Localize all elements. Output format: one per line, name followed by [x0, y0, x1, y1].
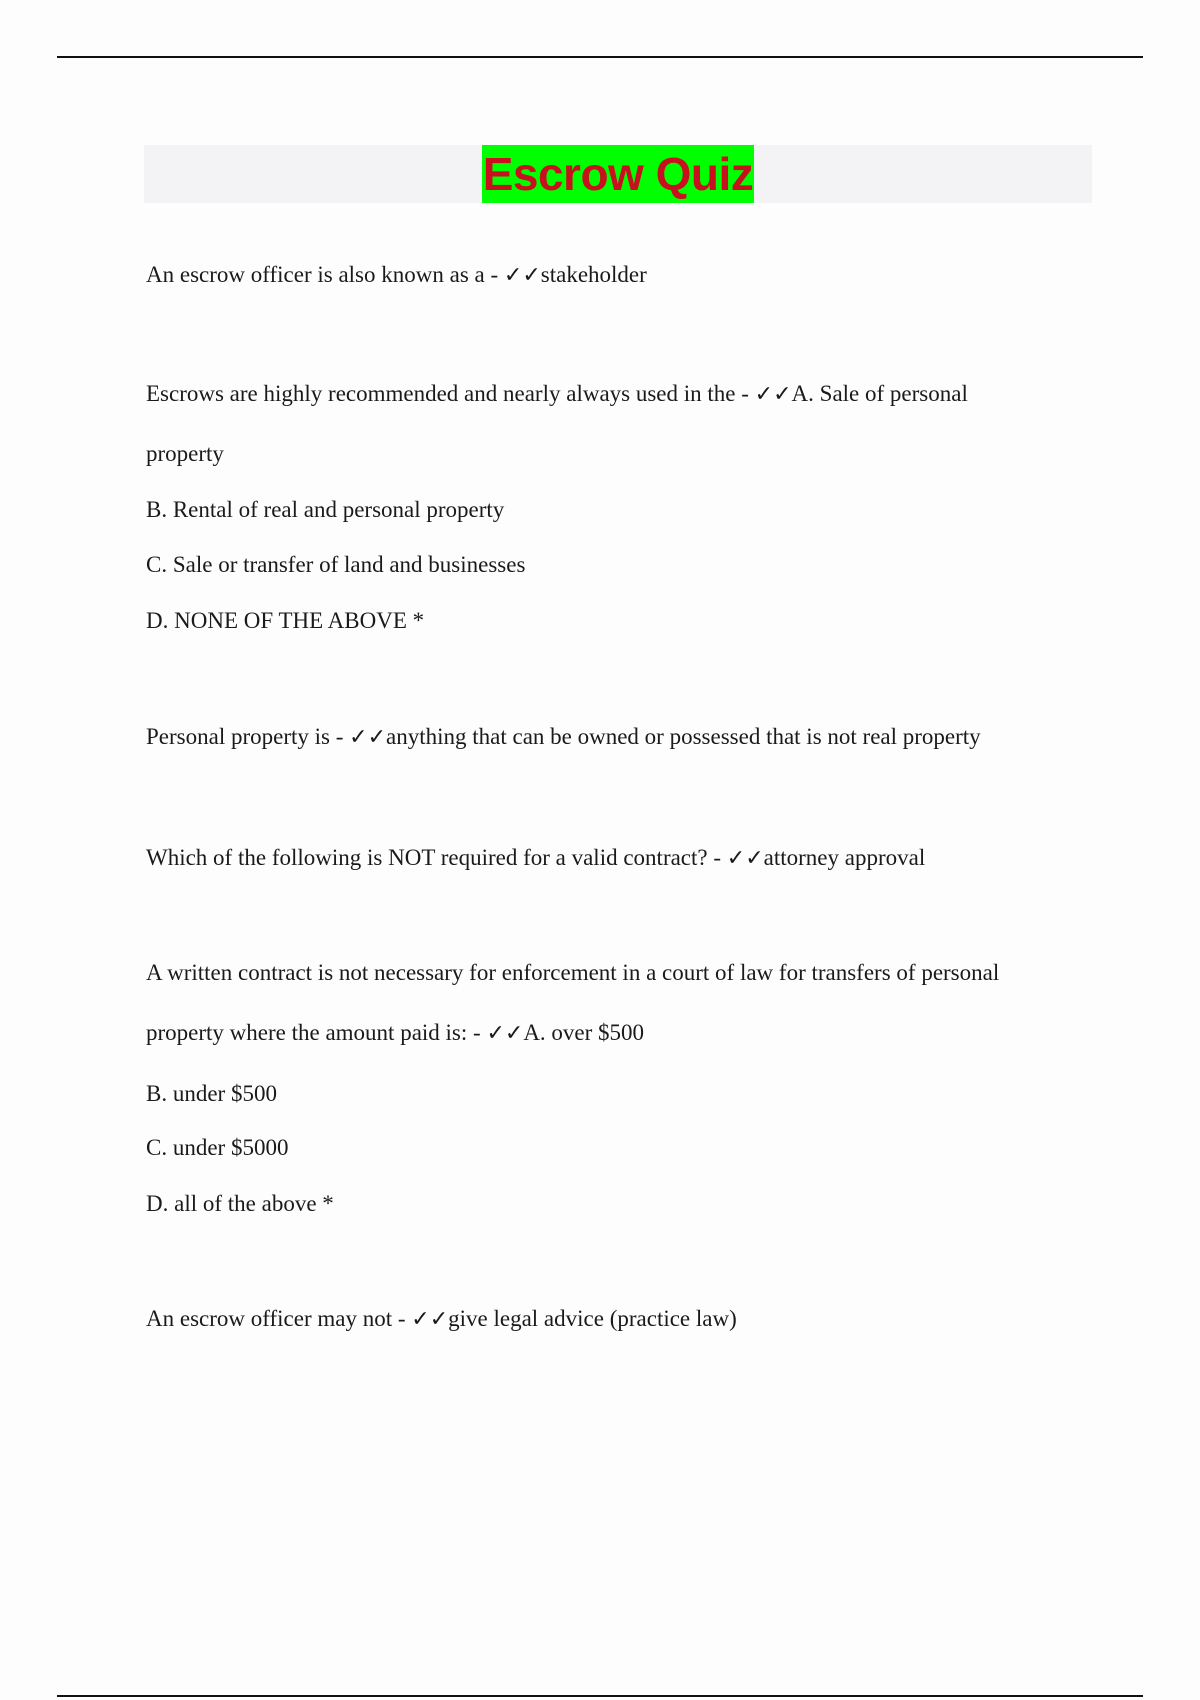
question-text: property where the amount paid is: -	[146, 1020, 487, 1045]
header-rule	[57, 56, 1143, 58]
option-c: C. Sale or transfer of land and businesses	[146, 552, 526, 577]
question-6	[146, 1306, 737, 1332]
option-b: B. Rental of real and personal property	[146, 497, 505, 522]
answer-text: stakeholder	[540, 262, 647, 287]
option-d: D. NONE OF THE ABOVE *	[146, 608, 425, 633]
question-text: Which of the following is NOT required for a valid contract? -	[146, 845, 727, 870]
question-4	[146, 845, 925, 871]
double-check-icon: ✓✓	[726, 846, 764, 871]
question-2	[146, 381, 968, 407]
question-5: A written contract is not necessary for enforcement in a court of law for transfers of personal	[146, 960, 1000, 985]
question-3	[146, 724, 981, 750]
question-1	[146, 262, 647, 288]
double-check-icon: ✓✓	[754, 382, 792, 407]
question-text: An escrow officer may not -	[146, 1306, 412, 1331]
question-text: Escrows are highly recommended and nearly always used in the -	[146, 381, 755, 406]
question-text: An escrow officer is also known as a -	[146, 262, 504, 287]
answer-text: A. over $500	[523, 1020, 645, 1045]
footer-rule	[57, 1695, 1143, 1697]
double-check-icon: ✓✓	[411, 1307, 449, 1332]
option-c: C. under $5000	[146, 1135, 289, 1160]
question-text: Personal property is -	[146, 724, 350, 749]
double-check-icon: ✓✓	[486, 1021, 524, 1046]
question-5-continued	[146, 1020, 644, 1046]
answer-text: A. Sale of personal	[791, 381, 968, 406]
option-d: D. all of the above *	[146, 1191, 334, 1216]
title-band	[144, 145, 1092, 203]
answer-text: give legal advice (practice law)	[448, 1306, 737, 1331]
double-check-icon: ✓✓	[349, 725, 387, 750]
double-check-icon: ✓✓	[503, 263, 541, 288]
option-b: B. under $500	[146, 1081, 277, 1106]
answer-continuation: property	[146, 441, 224, 466]
page-title: Escrow Quiz	[482, 145, 755, 203]
answer-text: attorney approval	[763, 845, 926, 870]
answer-text: anything that can be owned or possessed that is not real property	[386, 724, 981, 749]
